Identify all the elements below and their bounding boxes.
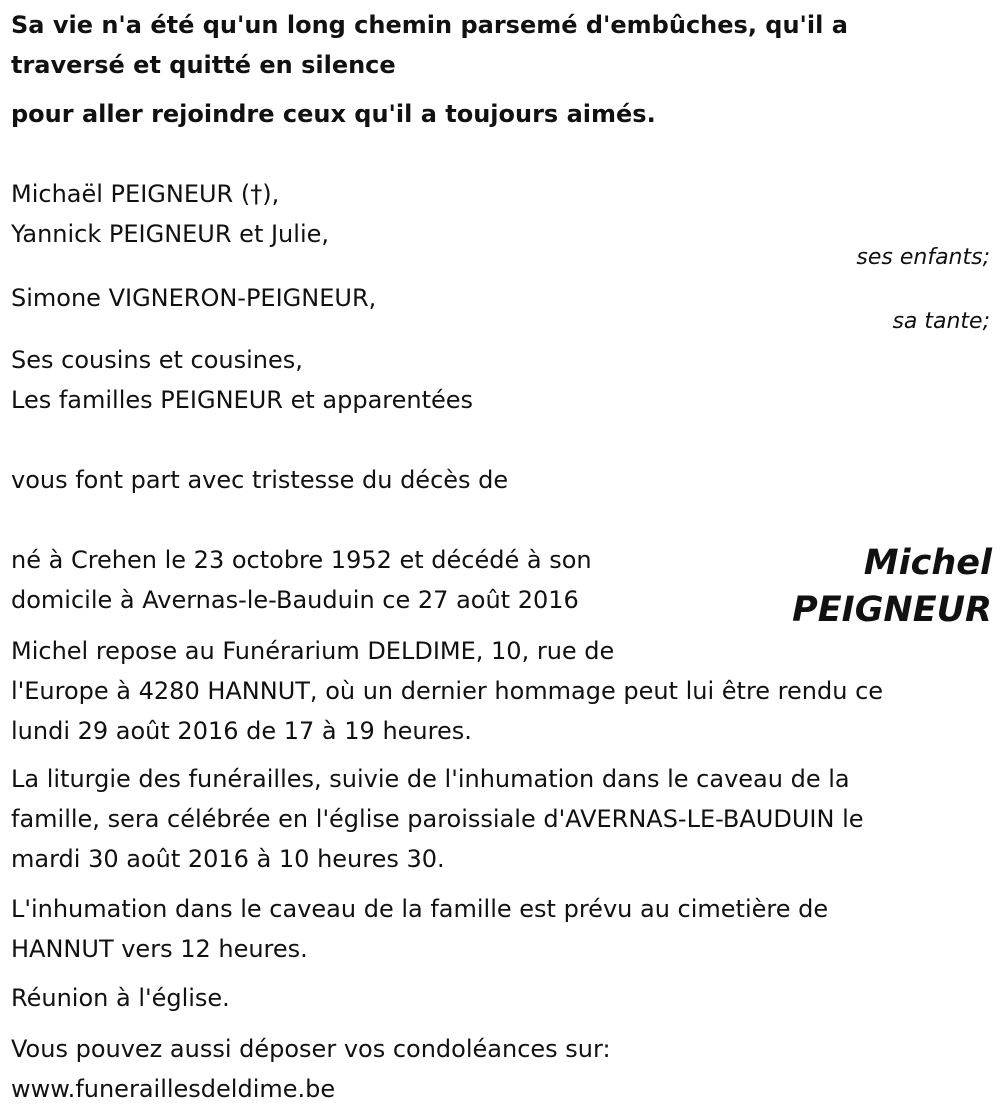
birth-death-line-2: domicile à Avernas-le-Bauduin ce 27 août 2016 — [11, 586, 579, 614]
condolences-link[interactable]: www.funeraillesdeldime.be — [11, 1075, 336, 1103]
deceased-first-name: Michel — [863, 543, 992, 583]
epitaph-line-2: traversé et quitté en silence — [11, 51, 396, 79]
children-line-2: Yannick PEIGNEUR et Julie, — [11, 220, 329, 248]
liturgy-line-2: famille, sera célébrée en l'église paroissiale d'AVERNAS-LE-BAUDUIN le — [11, 805, 864, 833]
children-line-1: Michaël PEIGNEUR (†), — [11, 180, 280, 208]
condolences-url-line — [11, 1069, 335, 1109]
epitaph-line-3: pour aller rejoindre ceux qu'il a toujours aimés. — [11, 100, 656, 128]
funerarium-line-3: lundi 29 août 2016 de 17 à 19 heures. — [11, 717, 472, 745]
children-role: ses enfants; — [856, 245, 990, 270]
burial-line-2: HANNUT vers 12 heures. — [11, 935, 308, 963]
announcement-text: vous font part avec tristesse du décès de — [11, 466, 509, 494]
funerarium-line-1: Michel repose au Funérarium DELDIME, 10, rue de — [11, 637, 615, 665]
epitaph-line-1: Sa vie n'a été qu'un long chemin parsemé d'embûches, qu'il a — [11, 11, 848, 39]
deceased-last-name: PEIGNEUR — [792, 590, 992, 630]
aunt-line: Simone VIGNERON-PEIGNEUR, — [11, 284, 377, 312]
birth-death-line-1: né à Crehen le 23 octobre 1952 et décédé à son — [11, 546, 592, 574]
families-line: Les familles PEIGNEUR et apparentées — [11, 386, 474, 414]
funerarium-line-2: l'Europe à 4280 HANNUT, où un dernier hommage peut lui être rendu ce — [11, 677, 884, 705]
meeting-text: Réunion à l'église. — [11, 984, 230, 1012]
condolences-line: Vous pouvez aussi déposer vos condoléances sur: — [11, 1035, 611, 1063]
cousins-line: Ses cousins et cousines, — [11, 346, 303, 374]
liturgy-line-1: La liturgie des funérailles, suivie de l'inhumation dans le caveau de la — [11, 765, 850, 793]
aunt-role: sa tante; — [892, 309, 990, 334]
burial-line-1: L'inhumation dans le caveau de la famille est prévu au cimetière de — [11, 895, 829, 923]
liturgy-line-3: mardi 30 août 2016 à 10 heures 30. — [11, 845, 445, 873]
